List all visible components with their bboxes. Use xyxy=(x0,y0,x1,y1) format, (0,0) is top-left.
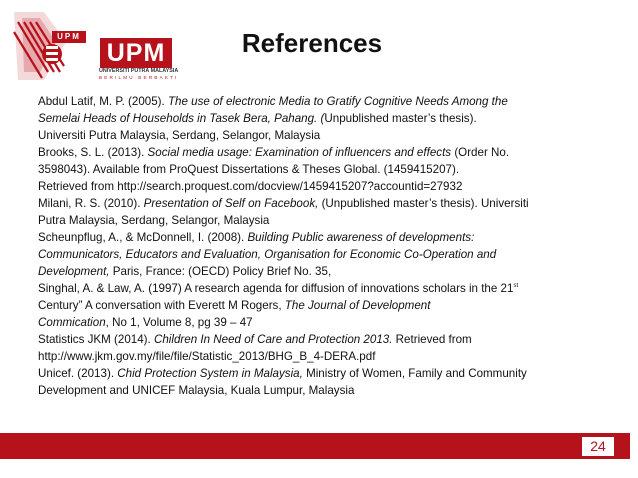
ref-title: Chid Protection System in Malaysia, xyxy=(117,367,303,380)
reference-item xyxy=(38,365,618,399)
page-title: References xyxy=(241,28,383,58)
ref-note: (Order No. xyxy=(451,146,510,159)
ref-title: Presentation of Self on Facebook, xyxy=(143,197,319,210)
ref-volume: , No 1, Volume 8, pg 39 – 47 xyxy=(105,316,253,329)
ref-publisher: Putra Malaysia, Serdang, Selangor, Malaysia xyxy=(38,214,270,227)
ref-url: Retrieved from http://search.proquest.com/docview/1459415207?accountid=27932 xyxy=(38,180,463,193)
reference-item xyxy=(38,195,618,229)
ref-url: http://www.jkm.gov.my/file/file/Statistic_2013/BHG_B_4-DERA.pdf xyxy=(38,350,376,363)
university-name: UNIVERSITI PUTRA MALAYSIA xyxy=(99,68,179,74)
ref-authors: Abdul Latif, M. P. (2005). xyxy=(38,95,168,108)
ref-note: Retrieved from xyxy=(392,333,472,346)
reference-item xyxy=(38,93,618,144)
ref-note: (Unpublished master’s thesis). Universiti xyxy=(318,197,529,210)
reference-item xyxy=(38,331,618,365)
reference-item xyxy=(38,280,618,331)
ref-publisher: Ministry of Women, Family and Community xyxy=(302,367,527,380)
upm-wordmark: UPM xyxy=(100,38,172,68)
ref-journal: The Journal of Development xyxy=(284,299,431,312)
ref-authors: Brooks, S. L. (2013). xyxy=(38,146,148,159)
ref-title: Social media usage: Examination of influencers and effects xyxy=(147,146,452,159)
ref-authors: Singhal, A. & Law, A. (1997) A research agenda for diffusion of innovations scholars in the 21 xyxy=(38,282,514,295)
ref-superscript: st xyxy=(513,283,519,289)
ref-authors: Scheunpflug, A., & McDonnell, I. (2008). xyxy=(38,231,248,244)
reference-item xyxy=(38,144,618,195)
ref-title: Children In Need of Care and Protection 2013. xyxy=(153,333,393,346)
upm-badge: UPM xyxy=(52,31,86,43)
ref-authors: Statistics JKM (2014). xyxy=(38,333,154,346)
footer-bar xyxy=(0,433,630,459)
upm-crest-icon xyxy=(8,8,100,84)
ref-title-cont: Semelai Heads of Households in Tasek Bera, Pahang. ( xyxy=(38,112,325,125)
ref-journal-end: Commication xyxy=(38,316,106,329)
ref-authors: Milani, R. S. (2010). xyxy=(38,197,144,210)
ref-publisher-cont: Development and UNICEF Malaysia, Kuala Lumpur, Malaysia xyxy=(38,384,355,397)
ref-note: Unpublished master’s thesis). xyxy=(324,112,477,125)
ref-source: 3598043). Available from ProQuest Dissertations & Theses Global. (1459415207). xyxy=(38,163,460,176)
university-tagline: BERILMU BERBAKTI xyxy=(99,75,179,80)
page-number: 24 xyxy=(582,437,614,456)
ref-title-cont: Communicators, Educators and Evaluation, Organisation for Economic Co-Operation and xyxy=(38,248,497,261)
upm-logo xyxy=(8,8,178,78)
ref-publisher: Universiti Putra Malaysia, Serdang, Selangor, Malaysia xyxy=(38,129,321,142)
ref-authors: Unicef. (2013). xyxy=(38,367,118,380)
ref-title: Building Public awareness of developments: xyxy=(247,231,475,244)
ref-title-cont: Century” A conversation with Everett M Rogers, xyxy=(38,299,285,312)
ref-title: The use of electronic Media to Gratify Cognitive Needs Among the xyxy=(167,95,508,108)
reference-item xyxy=(38,229,618,280)
ref-title-end: Development, xyxy=(38,265,110,278)
reference-list xyxy=(38,93,618,399)
ref-publisher: Paris, France: (OECD) Policy Brief No. 35, xyxy=(109,265,332,278)
